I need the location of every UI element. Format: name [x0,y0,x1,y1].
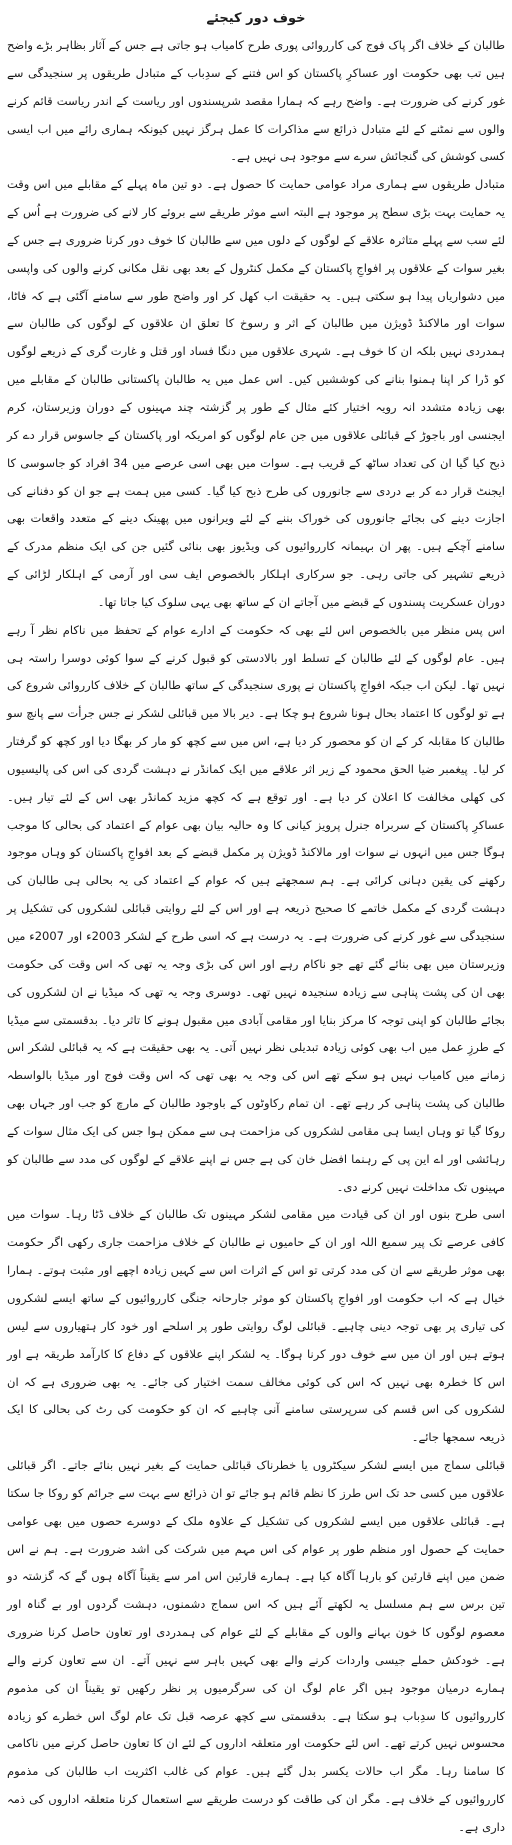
article-paragraph-1: طالبان کے خلاف اگر پاک فوج کی کارروائی پوری طرح کامیاب ہو جاتی ہے جس کے آثار بظاہر بڑے واضح ہیں تب بھی حکومت اور عساکرِ پاکستان کو اس فتنے کے سدِباب کے متبادل طریقوں پر سنجیدگی سے غور کرنے کی ضرورت ہے۔ واضح رہے کہ ہمارا مقصد شرپسندوں اور ریاست کے اندر ریاست قائم کرنے والوں سے نمٹنے کے لئے متبادل ذرائع سے مذاکرات کا عمل ہرگز نہیں کیونکہ ہماری رائے میں اب ایسی کسی کوشش کی گنجائش سرے سے موجود ہی نہیں ہے۔ [7,38,505,164]
article-paragraph-3: اس پس منظر میں بالخصوص اس لئے بھی کہ حکومت کے ادارے عوام کے تحفظ میں ناکام نظر آ رہے ہیں۔ عام لوگوں کے لئے طالبان کے تسلط اور بالادستی کو قبول کرنے کے سوا کوئی دوسرا راستہ ہی نہیں تھا۔ لیکن اب جبکہ افواجِ پاکستان نے پوری سنجیدگی کے ساتھ طالبان کے خلاف کارروائی شروع کی ہے تو لوگوں کا اعتماد بحال ہونا شروع ہو چکا ہے۔ دیر بالا میں قبائلی لشکر نے جس جرأت سے پانچ سو طالبان کا مقابلہ کر کے ان کو محصور کر دیا ہے، اس میں سے کچھ کو مار کر بھگا دیا اور کچھ کو گرفتار کر لیا۔ پیغمبر ضیا الحق محمود کے زیر اثر علاقے میں ایک کمانڈر نے دہشت گردی کی اس کی پالیسیوں کی کھلی مخالفت کا اعلان کر دیا ہے۔ اور توقع ہے کہ کچھ مزید کمانڈر بھی اس کے لئے تیار ہیں۔ عساکرِ پاکستان کے سربراہ جنرل پرویز کیانی کا وہ حالیہ بیان بھی عوام کے اعتماد کی بحالی کا موجب ہوگا جس میں انہوں نے سوات اور مالاکنڈ ڈویژن پر مکمل قبضے کے بعد افواجِ پاکستان کو وہاں موجود رکھنے کی یقین دہانی کرائی ہے۔ ہم سمجھتے ہیں کہ عوام کے اعتماد کی یہ بحالی ہی طالبان کی دہشت گردی کے مکمل خاتمے کا صحیح ذریعہ ہے اور اس کے لئے روایتی قبائلی لشکروں کی تشکیل پر سنجیدگی سے غور کرنے کی ضرورت ہے۔ یہ درست ہے کہ اسی طرح کے لشکر 2003ء اور 2007ء میں وزیرستان میں بھی بنائے گئے تھے جو ناکام رہے اور اس کی بڑی وجہ یہ تھی کہ اس وقت کی حکومت بھی ان کی پشت پناہی سے زیادہ سنجیدہ نہیں تھی۔ دوسری وجہ یہ تھی کہ میڈیا نے ان لشکروں کی بجائے طالبان کو اپنی توجہ کا مرکز بنایا اور مقامی آبادی میں مقبول ہونے کا تاثر دیا۔ بدقسمتی سے میڈیا کے طرزِ عمل میں اب بھی کوئی زیادہ تبدیلی نظر نہیں آتی۔ یہ بھی حقیقت ہے کہ یہ قبائلی لشکر اس زمانے میں کامیاب نہیں ہو سکے تھے اس کی وجہ یہ بھی تھی کہ اس وقت فوج اور میڈیا بالواسطہ طالبان کی پشت پناہی کر رہے تھے۔ ان تمام رکاوٹوں کے باوجود طالبان کے مارچ کو جب اور جہاں بھی روکا گیا تو وہاں ایسا ہی مقامی لشکروں کی مزاحمت ہی سے ممکن ہوا جس کی ایک مثال سوات کے رہائشی اور اے این پی کے رہنما افضل خان کی ہے جس نے اپنے علاقے کے لوگوں کی مدد سے طالبان کو مہینوں تک مداخلت نہیں کرنے دی۔ [7,622,505,1194]
article-body [7,32,505,1842]
article-paragraph-2: متبادل طریقوں سے ہماری مراد عوامی حمایت کا حصول ہے۔ دو تین ماہ پہلے کے مقابلے میں اس وقت یہ حمایت بہت بڑی سطح پر موجود ہے البتہ اسے موثر طریقے سے بروئے کار لانے کی ضرورت ہے اُس کے لئے سب سے پہلے متاثرہ علاقے کے لوگوں کے دلوں میں سے طالبان کا خوف دور کرنا ضروری ہے جس کے بغیر سوات کے علاقوں پر افواجِ پاکستان کے مکمل کنٹرول کے بعد بھی نقل مکانی کرنے والوں کی واپسی میں دشواریاں پیدا ہو سکتی ہیں۔ یہ حقیقت اب کھل کر اور واضح طور سے سامنے آگئی ہے کہ فاٹا، سوات اور مالاکنڈ ڈویژن میں طالبان کے اثر و رسوخ کا تعلق ان علاقوں کے لوگوں کی طالبان سے ہمدردی نہیں بلکہ ان کا خوف ہے۔ شہری علاقوں میں دنگا فساد اور قتل و غارت گری کے ذریعے لوگوں کو ڈرا کر اپنا ہمنوا بنانے کی کوششیں کیں۔ اس عمل میں یہ طالبان پاکستانی طالبان کے مقابلے میں بھی زیادہ متشدد انہ رویہ اختیار کئے مثال کے طور پر گزشتہ چند مہینوں کے دوران وزیرستان، کرم ایجنسی اور باجوڑ کے قبائلی علاقوں میں جن عام لوگوں کو امریکہ اور پاکستان کے جاسوس قرار دے کر ذبح کیا گیا ان کی تعداد ساٹھ کے قریب ہے۔ سوات میں بھی اسی عرصے میں 34 افراد کو جاسوسی کا ایجنٹ قرار دے کر بے دردی سے جانوروں کی طرح ذبح کیا گیا۔ کسی میں ہمت ہے جو ان کو دفنانے کی اجازت دینے کی بجائے جانوروں کی خوراک بننے کے لئے ویرانوں میں پھینک دینے کے متعدد واقعات بھی سامنے آچکے ہیں۔ پھر ان بہیمانہ کارروائیوں کی ویڈیوز بھی بنائی گئیں جن کی ایک منظم مدرک کے ذریعے تشہیر کی جاتی رہی۔ جو سرکاری اہلکار بالخصوص ایف سی اور آرمی کے اہلکار لڑائی کے دوران عسکریت پسندوں کے قبضے میں آجاتے ان کے ساتھ بھی یہی سلوک کیا جاتا تھا۔ [7,177,505,609]
article-title: خوف دور کیجئے [206,11,306,26]
article-paragraph-5: قبائلی سماج میں ایسے لشکر سیکٹروں یا خطرناک قبائلی حمایت کے بغیر نہیں بنائے جاتے۔ اگر قبائلی علاقوں میں کسی حد تک اس طرز کا نظم قائم ہو جائے تو ان ذرائع سے بہت سے جرائم کو روکا جا سکتا ہے۔ قبائلی علاقوں میں ایسے لشکروں کی تشکیل کے علاوہ ملک کے دوسرے حصوں میں بھی عوامی حمایت کے حصول اور منظم طور پر عوام کی اس مہم میں شرکت کی اشد ضرورت ہے۔ ہم نے اس ضمن میں اپنے قارئین کو بارہا آگاہ کیا ہے۔ ہمارے قارئین اس امر سے یقیناً آگاہ ہوں گے کہ گزشتہ دو تین برس سے ہم مسلسل یہ لکھتے آئے ہیں کہ اس سماج دشمنوں، دہشت گردوں اور بے گناہ اور معصوم لوگوں کا خون بہانے والوں کے مقابلے کے لئے عوام کی ہمدردی اور تعاون حاصل کرنا ضروری ہے۔ خودکش حملے جیسی واردات کرنے والے بھی کہیں باہر سے نہیں آتے۔ ان سے تعاون کرنے والے ہمارے درمیان موجود ہیں اگر عام لوگ ان کی سرگرمیوں پر نظر رکھیں تو یقیناً ان کی مذموم کارروائیوں کا سدِباب ہو سکتا ہے۔ بدقسمتی سے کچھ عرصہ قبل تک عام لوگ اس خطرے کو زیادہ محسوس نہیں کرتے تھے۔ اس لئے حکومت اور متعلقہ اداروں کے لئے ان کا تعاون حاصل کرنے میں ناکامی کا سامنا رہا۔ مگر اب حالات یکسر بدل گئے ہیں۔ عوام کی غالب اکثریت اب طالبان کی مذموم کارروائیوں کے خلاف ہے۔ مگر ان کی طاقت کو درست طریقے سے استعمال کرنا متعلقہ اداروں کی ذمہ داری ہے۔ [7,1458,505,1834]
article-paragraph-4: اسی طرح بنوں اور ان کی قیادت میں مقامی لشکر مہینوں تک طالبان کے خلاف ڈٹا رہا۔ سوات میں کافی عرصے تک پیر سمیع اللہ اور ان کے حامیوں نے طالبان کے خلاف مزاحمت جاری رکھی اگر حکومت بھی موثر طریقے سے ان کی مدد کرتی تو اس کے اثرات اس سے کہیں زیادہ اچھے اور مثبت ہوتے۔ ہمارا خیال ہے کہ اب حکومت اور افواجِ پاکستان کو موثر جارحانہ جنگی کارروائیوں کے ساتھ ایسے لشکروں کی تیاری پر بھی توجہ دینی چاہیے۔ قبائلی لوگ روایتی طور پر اسلحے اور خود کار ہتھیاروں سے لیس ہوتے ہیں اور ان میں سے خوف دور کرنا ہوگا۔ یہ لشکر اپنے علاقوں کے دفاع کا کارآمد طریقہ ہے اور اس کا خطرہ بھی نہیں کہ اس کی کوئی مخالف سمت اختیار کی جائے۔ یہ بھی ضروری ہے کہ ان لشکروں کی اس قسم کی سرپرستی سامنے آنی چاہیے کہ ان کو حکومت کی رٹ کی بحالی کا ایک ذریعہ سمجھا جائے۔ [7,1207,505,1445]
